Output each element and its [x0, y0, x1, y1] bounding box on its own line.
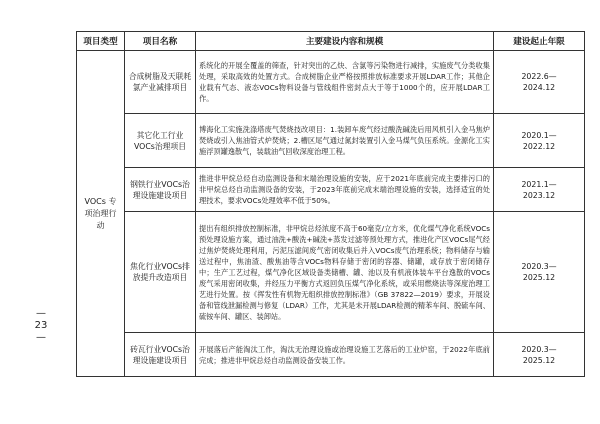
table-row [77, 51, 585, 114]
project-name-cell: 合成树脂及天联耗氯产业减排项目 [125, 51, 196, 114]
header-main-content: 主要建设内容和规模 [196, 32, 494, 51]
header-project-name: 项目名称 [125, 32, 196, 51]
project-period-cell [494, 114, 585, 168]
period-start: 2020.3— [521, 262, 557, 271]
table-row [77, 333, 585, 377]
project-period-cell [494, 212, 585, 333]
period-end: 2023.12 [522, 190, 556, 200]
project-name-cell: 砖瓦行业VOCs治理设施建设项目 [125, 333, 196, 377]
project-content-cell: 系统化的开展全覆盖的筛查，针对突出的乙炔、含氯等污染物进行减排，实施废气分类收集处理，采取高效的处置方式。合成树脂企业严格按照排放标准要求开展LDAR工作；其他企业载有气态、液态VOCs物料设备与管线组件密封点大于等于1000个的，应开展LDAR工作。 [196, 51, 494, 114]
project-table [76, 31, 585, 377]
header-period: 建设起止年限 [494, 32, 585, 51]
project-name-cell: 钢铁行业VOCs治理设施建设项目 [125, 168, 196, 212]
table-header-row [77, 32, 585, 51]
period-start: 2020.3— [521, 344, 557, 354]
project-name-cell: 焦化行业VOCs排放提升改造项目 [125, 212, 196, 333]
header-project-type: 项目类型 [77, 32, 125, 51]
project-period-cell [494, 333, 585, 377]
period-end: 2024.12 [522, 83, 556, 92]
page-number-value: 23 [34, 320, 48, 331]
period-start: 2021.1— [521, 179, 557, 189]
period-start: 2022.6— [521, 72, 557, 81]
table-row [77, 212, 585, 333]
table-row [77, 168, 585, 212]
project-content-cell: 博海化工实施洗涤塔废气焚烧技改项目：1.装卸车废气经过酸洗碱洗后用风机引入金马焦炉焚烧或引入焦油管式炉焚烧；2.槽区尾气通过氮封装置引入金马煤气负压系统。金源化工实施浮顶罐逸散气，装载油气回收深度治理工程。 [196, 114, 494, 168]
table-row [77, 114, 585, 168]
project-type-cell: VOCs 专项治理行动 [77, 51, 125, 377]
page-number-dash-top: — [36, 308, 46, 319]
period-end: 2025.12 [522, 355, 556, 365]
project-content-cell: 开展落后产能淘汰工作，淘汰无治理设施或治理设施工艺落后的工业炉窑，于2022年底前完成；推进非甲烷总烃自动监测设备安装工作。 [196, 333, 494, 377]
page-number-dash-bottom: — [36, 332, 46, 343]
page-number [34, 308, 48, 344]
project-name-cell: 其它化工行业VOCs治理项目 [125, 114, 196, 168]
project-period-cell [494, 168, 585, 212]
project-period-cell [494, 51, 585, 114]
period-end: 2022.12 [522, 141, 556, 151]
period-end: 2025.12 [522, 273, 556, 282]
project-content-cell: 提出有组织排放控制标准，非甲烷总烃浓度不高于60毫克/立方米，优化煤气净化系统VOCs预处理设施方案，通过油洗+酸洗+碱洗+蒸发过滤等预处理方式，推进化产区VOCs尾气经过焦炉焚烧处理利用，污泥压滤间废气密闭收集后并入VOCs废气治理系统；物料储存与输送过程中，焦油渣、酸焦油等含VOCs物料存储于密闭的容器、储罐，或存放于密闭储存中；生产工艺过程，煤气净化区域设备类储槽、罐、池以及有机液体装车平台逸散的VOCs废气采用密闭收集，并经压力平衡方式返回负压煤气净化系统，或采用燃烧法等深度治理工艺进行处置。按《挥发性有机物无组织排放控制标准》（GB 37822—2019）要求，开展设备和管线泄漏检测与修复（LDAR）工作，尤其是未开展LDAR检测的精苯车间、脱硫车间、硫铵车间、罐区、装卸站。 [196, 212, 494, 333]
period-start: 2020.1— [521, 130, 557, 140]
project-content-cell: 推进非甲烷总烃自动监测设备和末端治理设施的安装，应于2021年底前完成主要排污口的非甲烷总烃自动监测设备的安装，于2023年底前完成末端治理设施的安装，选择适宜的处理技术，要求VOCs处理效率不低于50%。 [196, 168, 494, 212]
